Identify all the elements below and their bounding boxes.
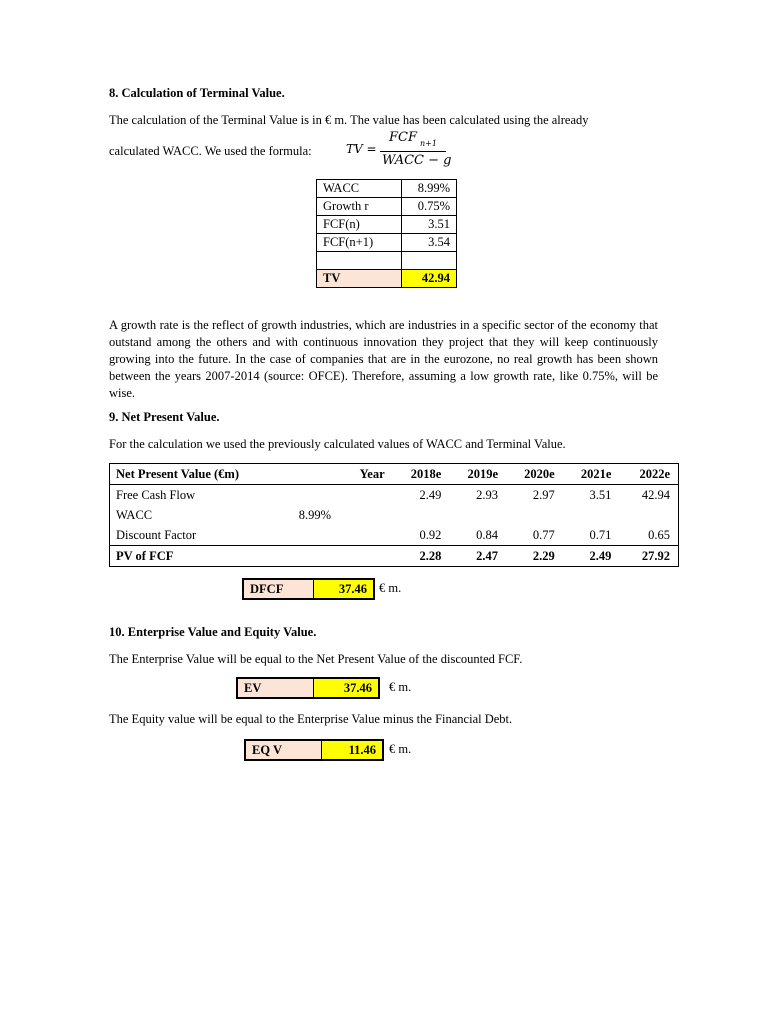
- dfcf-value: 37.46: [314, 580, 373, 598]
- dfcf-box: [242, 578, 375, 600]
- ev-box: [236, 677, 380, 699]
- eqv-unit: € m.: [389, 742, 412, 756]
- table-row: [317, 198, 457, 216]
- eqv-text: The Equity value will be equal to the Enterprise Value minus the Financial Debt.: [109, 712, 513, 726]
- npv-header-row: [110, 464, 679, 485]
- npv-wacc-label: WACC: [116, 507, 153, 522]
- tv-row-label: FCF(n+1): [317, 234, 402, 252]
- tv-row-value: 3.54: [402, 234, 457, 252]
- npv-fcf-label: Free Cash Flow: [116, 487, 196, 502]
- formula-subscript: n+1: [420, 139, 437, 148]
- ev-label: EV: [238, 679, 314, 697]
- section-9-heading: 9. Net Present Value.: [109, 410, 220, 424]
- ev-text: The Enterprise Value will be equal to the Net Present Value of the discounted FCF.: [109, 652, 523, 666]
- section-9-text: For the calculation we used the previously calculated values of WACC and Terminal Value.: [109, 437, 566, 451]
- table-blank-row: [317, 252, 457, 270]
- ev-value: 37.46: [314, 679, 378, 697]
- tv-row-value: 0.75%: [402, 198, 457, 216]
- npv-fcf-value: 2.93: [476, 487, 499, 502]
- tv-row-value: 8.99%: [402, 180, 457, 198]
- npv-pv-row: [110, 546, 679, 567]
- eqv-value: 11.46: [322, 741, 382, 759]
- tv-row-value: 3.51: [402, 216, 457, 234]
- tv-row-label: Growth r: [317, 198, 402, 216]
- ev-unit: € m.: [389, 680, 412, 694]
- tv-total-value: 42.94: [402, 270, 457, 288]
- npv-pv-value: 27.92: [611, 546, 678, 567]
- npv-pv-value: 2.49: [555, 546, 612, 567]
- npv-year-label: Year: [331, 464, 385, 485]
- formula-numerator: FCF: [389, 130, 417, 145]
- table-row: [317, 216, 457, 234]
- npv-discount-label: Discount Factor: [116, 527, 197, 542]
- tv-row-label: FCF(n): [317, 216, 402, 234]
- npv-pv-value: 2.47: [441, 546, 498, 567]
- npv-fcf-value: 42.94: [641, 487, 670, 502]
- npv-fcf-value: 2.97: [532, 487, 555, 502]
- npv-discount-value: 0.71: [589, 527, 612, 542]
- npv-fcf-value: 2.49: [419, 487, 442, 502]
- npv-discount-value: 0.65: [648, 527, 670, 542]
- formula-fraction-bar: [380, 151, 446, 152]
- npv-pv-value: 2.28: [385, 546, 442, 567]
- table-row: [317, 180, 457, 198]
- npv-year: 2019e: [441, 464, 498, 485]
- npv-pv-label: PV of FCF: [110, 546, 263, 567]
- npv-title: Net Present Value (€m): [110, 464, 263, 485]
- table-row: [317, 234, 457, 252]
- npv-year: 2022e: [611, 464, 678, 485]
- npv-wacc-row: [110, 505, 679, 525]
- growth-rate-paragraph: A growth rate is the reflect of growth industries, which are industries in a specific sector of the economy that outstand among the others and with continuous innovation they project that they will keep continuously growing into the future. In the case of companies that are in the eurozone, no real growth has been shown between the years 2007-2014 (source: OFCE). Therefore, assuming a low growth rate, like 0.75%, will be wise.: [109, 318, 658, 400]
- npv-fcf-value: 3.51: [589, 487, 612, 502]
- npv-table: [109, 463, 679, 567]
- npv-discount-value: 0.84: [476, 527, 499, 542]
- npv-wacc-value: 8.99%: [298, 507, 332, 522]
- tv-total-row: [317, 270, 457, 288]
- npv-year: 2021e: [555, 464, 612, 485]
- section-8-line-1: The calculation of the Terminal Value is in € m. The value has been calculated using the already: [109, 113, 589, 127]
- npv-discount-row: [110, 525, 679, 546]
- section-10-heading: 10. Enterprise Value and Equity Value.: [109, 625, 317, 639]
- npv-pv-value: 2.29: [498, 546, 555, 567]
- npv-discount-value: 0.92: [419, 527, 442, 542]
- eqv-label: EQ V: [246, 741, 322, 759]
- section-8-heading: 8. Calculation of Terminal Value.: [109, 86, 285, 100]
- tv-row-label: WACC: [317, 180, 402, 198]
- dfcf-label: DFCF: [244, 580, 314, 598]
- npv-fcf-row: [110, 485, 679, 506]
- tv-total-label: TV: [317, 270, 402, 288]
- npv-discount-value: 0.77: [532, 527, 555, 542]
- formula-denominator: WACC − g: [382, 153, 452, 168]
- section-8-line-2: calculated WACC. We used the formula:: [109, 144, 312, 158]
- dfcf-unit: € m.: [379, 581, 402, 595]
- eqv-box: [244, 739, 384, 761]
- terminal-value-table: [316, 179, 457, 288]
- npv-year: 2018e: [385, 464, 442, 485]
- formula-lhs: TV =: [346, 142, 377, 156]
- npv-year: 2020e: [498, 464, 555, 485]
